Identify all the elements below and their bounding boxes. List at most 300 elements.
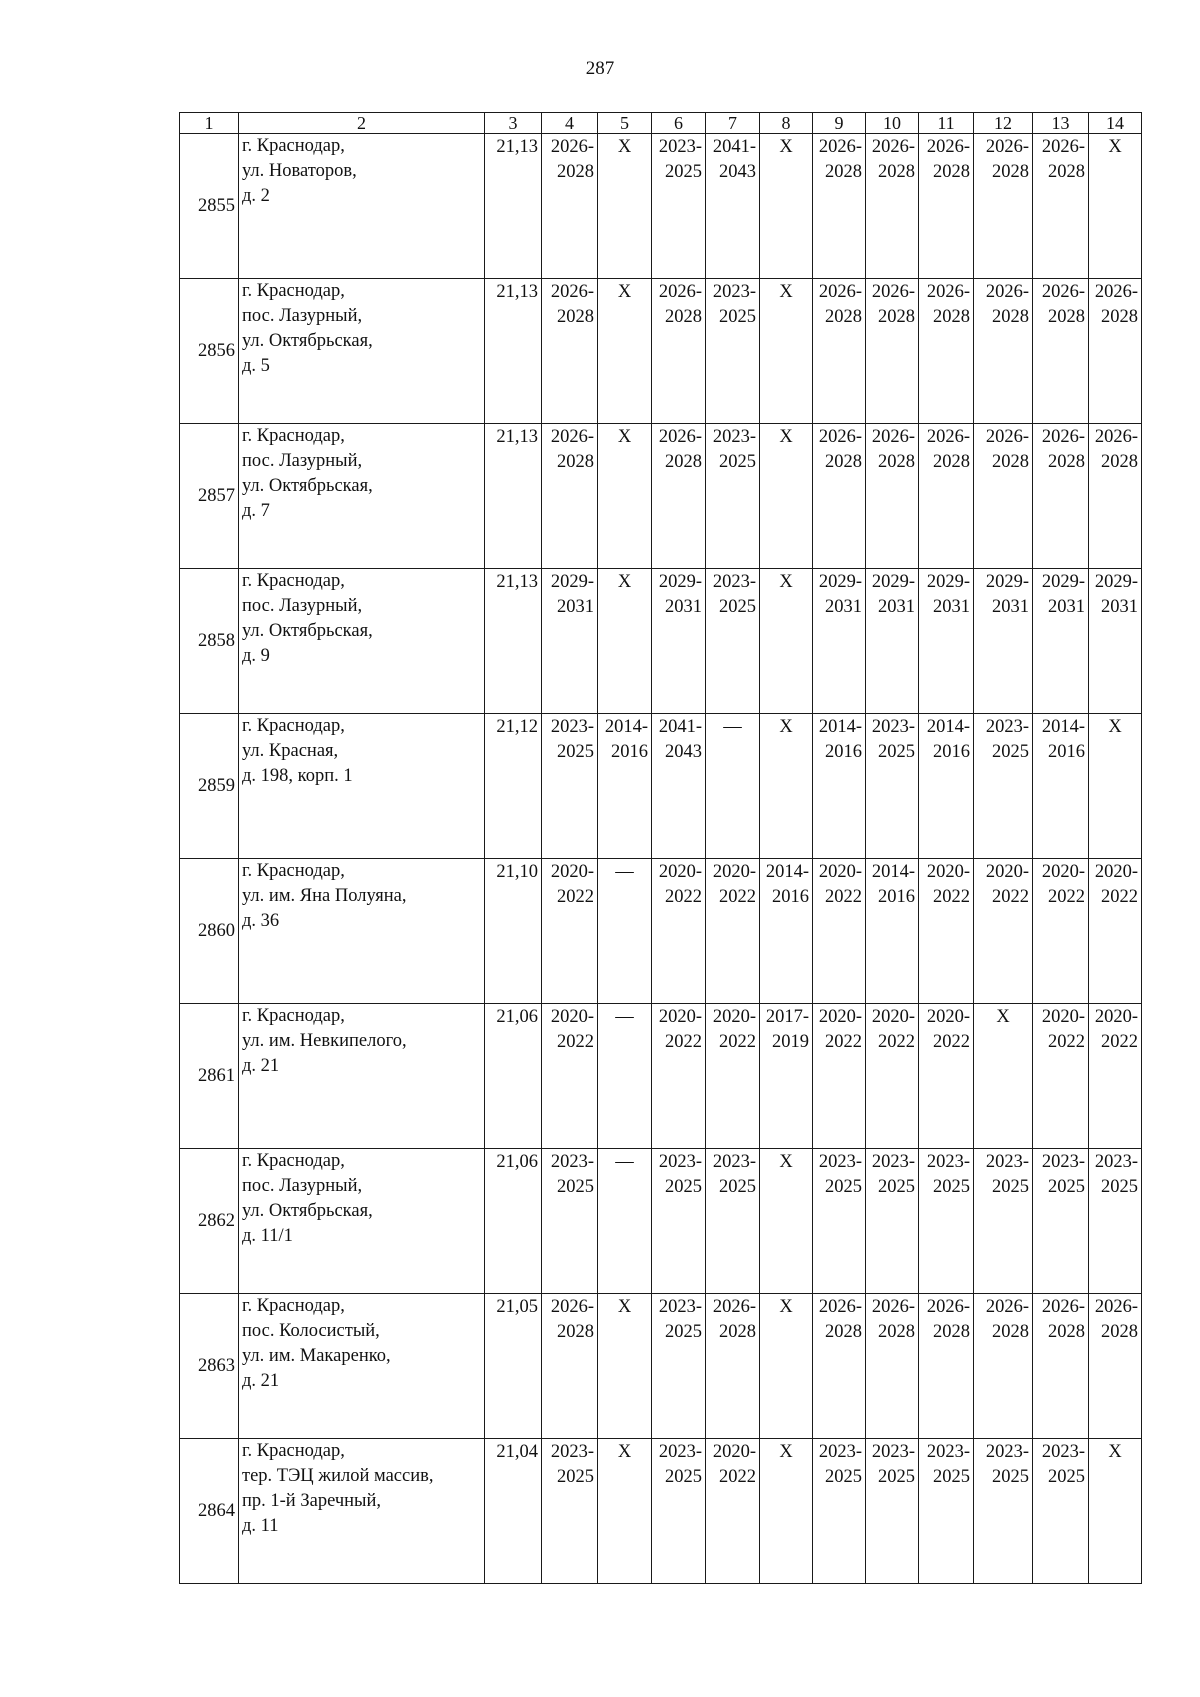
period-line: 2023- [871, 1442, 915, 1462]
value-cell: 21,13 [485, 134, 542, 279]
period-line: 2020- [871, 1007, 915, 1027]
address-line: д. 11/1 [242, 1226, 293, 1246]
period-line: 2028 [878, 307, 915, 327]
period-line: 2016 [611, 742, 648, 762]
period-line: 2014- [604, 717, 648, 737]
value-cell: 21,06 [485, 1149, 542, 1294]
row-number: 2861 [180, 1004, 239, 1149]
period-line: Х [617, 282, 632, 302]
period-line: 2023- [712, 1152, 756, 1172]
address-line: тер. ТЭЦ жилой массив, [242, 1466, 434, 1486]
value-cell: 21,13 [485, 279, 542, 424]
period-line: 2025 [557, 742, 594, 762]
period-line: 2025 [825, 1177, 862, 1197]
period-line: 2023- [871, 1152, 915, 1172]
period-line: 2026- [1094, 427, 1138, 447]
period-line: 2014- [926, 717, 970, 737]
period-line: 2025 [557, 1177, 594, 1197]
period-cell [1089, 569, 1142, 714]
period-line: Х [779, 572, 793, 592]
period-line: 2026- [871, 282, 915, 302]
address-line: г. Краснодар, [242, 861, 345, 881]
period-line: 2025 [992, 1177, 1029, 1197]
address-line: ул. им. Невкипелого, [242, 1031, 407, 1051]
period-cell [598, 859, 652, 1004]
period-line: Х [779, 427, 793, 447]
period-cell [974, 279, 1033, 424]
period-line: 2026- [926, 282, 970, 302]
period-line: 2028 [825, 1322, 862, 1342]
period-cell [813, 1004, 866, 1149]
period-cell [598, 569, 652, 714]
row-number: 2856 [180, 279, 239, 424]
period-line: 2026- [658, 282, 702, 302]
period-line: 2028 [1048, 1322, 1085, 1342]
period-line: 2025 [719, 1177, 756, 1197]
period-line: 2026- [550, 137, 594, 157]
period-cell [866, 1439, 919, 1584]
period-line: 2041- [658, 717, 702, 737]
period-line: 2026- [1041, 282, 1085, 302]
table-row [180, 424, 1142, 569]
row-number: 2858 [180, 569, 239, 714]
address-cell [239, 569, 485, 714]
address-line: ул. Октябрьская, [242, 331, 373, 351]
period-cell [1089, 134, 1142, 279]
period-cell [652, 1004, 706, 1149]
period-cell [652, 1149, 706, 1294]
period-cell [1089, 1149, 1142, 1294]
period-cell [919, 1294, 974, 1439]
address-cell [239, 1004, 485, 1149]
period-line: 2031 [825, 597, 862, 617]
period-line: 2022 [1101, 887, 1138, 907]
value-cell: 21,12 [485, 714, 542, 859]
period-line: 2028 [992, 307, 1029, 327]
period-line: 2023- [818, 1442, 862, 1462]
column-header: 8 [760, 113, 813, 134]
period-line: 2020- [658, 862, 702, 882]
period-line: Х [1108, 1442, 1122, 1462]
period-line: 2025 [1048, 1467, 1085, 1487]
period-cell [760, 134, 813, 279]
period-line: 2026- [818, 1297, 862, 1317]
period-cell [706, 134, 760, 279]
address-line: д. 11 [242, 1516, 279, 1536]
period-line: 2026- [1041, 1297, 1085, 1317]
period-line: 2029- [818, 572, 862, 592]
row-number: 2859 [180, 714, 239, 859]
period-line: 2026- [871, 137, 915, 157]
period-cell [760, 714, 813, 859]
period-line: Х [779, 1152, 793, 1172]
period-cell [598, 1439, 652, 1584]
period-cell [866, 859, 919, 1004]
period-line: 2022 [1048, 887, 1085, 907]
period-line: 2029- [926, 572, 970, 592]
period-line: 2028 [878, 452, 915, 472]
period-line: 2022 [933, 887, 970, 907]
period-line: 2026- [871, 427, 915, 447]
address-line: г. Краснодар, [242, 1006, 345, 1026]
period-cell [974, 1294, 1033, 1439]
header-row [180, 113, 1142, 134]
table-row [180, 1004, 1142, 1149]
period-line: 2031 [878, 597, 915, 617]
address-line: д. 36 [242, 911, 280, 931]
period-line: 2026- [985, 1297, 1029, 1317]
address-line: ул. Октябрьская, [242, 621, 373, 641]
period-line: Х [617, 572, 632, 592]
value-cell: 21,13 [485, 424, 542, 569]
period-cell [706, 1149, 760, 1294]
table-row [180, 134, 1142, 279]
address-line: д. 198, корп. 1 [242, 766, 353, 786]
period-cell [1033, 714, 1089, 859]
period-cell [542, 1294, 598, 1439]
period-line: 2028 [825, 307, 862, 327]
period-line: 2017- [765, 1007, 809, 1027]
period-line: 2023- [985, 1152, 1029, 1172]
address-cell [239, 859, 485, 1004]
period-cell [919, 1149, 974, 1294]
period-cell [866, 1294, 919, 1439]
address-line: д. 21 [242, 1056, 280, 1076]
period-line: 2025 [933, 1467, 970, 1487]
period-line: 2016 [772, 887, 809, 907]
period-line: 2029- [1041, 572, 1085, 592]
period-cell [542, 279, 598, 424]
period-cell [919, 424, 974, 569]
address-line: пос. Лазурный, [242, 596, 363, 616]
period-line: 2023- [1041, 1442, 1085, 1462]
row-number: 2855 [180, 134, 239, 279]
period-cell [1033, 279, 1089, 424]
period-line: 2023- [658, 1152, 702, 1172]
period-line: 2022 [825, 887, 862, 907]
period-line: Х [617, 1442, 632, 1462]
period-line: 2025 [665, 162, 702, 182]
period-line: 2023- [550, 1152, 594, 1172]
period-line: 2023- [658, 137, 702, 157]
period-line: 2020- [1041, 1007, 1085, 1027]
period-line: 2031 [1101, 597, 1138, 617]
period-line: 2026- [926, 137, 970, 157]
period-line: 2025 [719, 452, 756, 472]
period-line: 2022 [878, 1032, 915, 1052]
period-cell [866, 134, 919, 279]
period-line: 2022 [557, 887, 594, 907]
period-line: 2029- [658, 572, 702, 592]
period-line: 2020- [1094, 862, 1138, 882]
period-line: 2020- [712, 1007, 756, 1027]
period-line: 2023- [1041, 1152, 1085, 1172]
period-cell [598, 134, 652, 279]
column-header: 7 [706, 113, 760, 134]
period-line: 2028 [1101, 1322, 1138, 1342]
address-line: пос. Лазурный, [242, 306, 363, 326]
address-line: д. 9 [242, 646, 270, 666]
period-line: 2028 [557, 162, 594, 182]
period-line: 2022 [933, 1032, 970, 1052]
period-cell [974, 1004, 1033, 1149]
column-header: 1 [180, 113, 239, 134]
period-cell [760, 1294, 813, 1439]
period-cell [974, 1439, 1033, 1584]
period-line: 2028 [557, 452, 594, 472]
period-cell [598, 1004, 652, 1149]
period-line: 2016 [1048, 742, 1085, 762]
period-line: 2028 [992, 162, 1029, 182]
period-line: 2031 [1048, 597, 1085, 617]
address-line: г. Краснодар, [242, 1441, 345, 1461]
period-line: 2020- [818, 862, 862, 882]
period-line: 2020- [712, 1442, 756, 1462]
period-line: 2025 [933, 1177, 970, 1197]
period-cell [1089, 859, 1142, 1004]
period-line: 2041- [712, 137, 756, 157]
period-line: 2026- [871, 1297, 915, 1317]
address-line: д. 5 [242, 356, 270, 376]
period-cell [974, 569, 1033, 714]
address-line: д. 21 [242, 1371, 280, 1391]
period-cell [706, 569, 760, 714]
period-cell [706, 279, 760, 424]
period-line: 2020- [712, 862, 756, 882]
row-number: 2857 [180, 424, 239, 569]
period-line: 2022 [719, 887, 756, 907]
period-line: Х [779, 1442, 793, 1462]
period-line: 2019 [772, 1032, 809, 1052]
address-line: д. 7 [242, 501, 270, 521]
period-line: Х [1108, 137, 1122, 157]
address-line: ул. Новаторов, [242, 161, 357, 181]
period-line: 2014- [871, 862, 915, 882]
address-line: ул. им. Яна Полуяна, [242, 886, 407, 906]
table-row [180, 569, 1142, 714]
period-cell [542, 1004, 598, 1149]
period-cell [760, 424, 813, 569]
table-row [180, 1294, 1142, 1439]
address-line: ул. Красная, [242, 741, 339, 761]
period-line: 2031 [557, 597, 594, 617]
period-cell [919, 714, 974, 859]
period-line: 2025 [992, 742, 1029, 762]
value-cell: 21,05 [485, 1294, 542, 1439]
period-line: 2025 [878, 742, 915, 762]
period-cell [813, 714, 866, 859]
period-cell [1033, 1004, 1089, 1149]
period-line: 2026- [818, 137, 862, 157]
column-header: 11 [919, 113, 974, 134]
period-line: 2028 [1048, 307, 1085, 327]
page-number: 287 [585, 58, 615, 79]
period-line: 2028 [933, 1322, 970, 1342]
period-cell [598, 1149, 652, 1294]
address-line: г. Краснодар, [242, 426, 345, 446]
value-cell: 21,04 [485, 1439, 542, 1584]
period-line: 2028 [719, 1322, 756, 1342]
period-cell [974, 1149, 1033, 1294]
address-line: г. Краснодар, [242, 136, 345, 156]
period-cell [760, 1149, 813, 1294]
period-line: Х [617, 427, 632, 447]
period-line: 2028 [933, 307, 970, 327]
address-line: г. Краснодар, [242, 281, 345, 301]
register-table [179, 112, 1142, 1584]
table-row [180, 714, 1142, 859]
period-cell [542, 714, 598, 859]
address-cell [239, 1149, 485, 1294]
period-line: 2028 [933, 162, 970, 182]
period-line: 2022 [665, 887, 702, 907]
period-line: 2028 [1101, 307, 1138, 327]
address-cell [239, 279, 485, 424]
period-line: Х [779, 717, 793, 737]
period-line: 2025 [1048, 1177, 1085, 1197]
address-line: пос. Лазурный, [242, 1176, 363, 1196]
period-cell [813, 1439, 866, 1584]
period-line: 2026- [1041, 137, 1085, 157]
period-line: 2026- [926, 427, 970, 447]
period-cell [598, 1294, 652, 1439]
period-cell [866, 279, 919, 424]
period-cell [706, 1294, 760, 1439]
period-cell [974, 714, 1033, 859]
period-cell [1089, 424, 1142, 569]
address-line: ул. им. Макаренко, [242, 1346, 391, 1366]
address-line: г. Краснодар, [242, 571, 345, 591]
period-cell [919, 859, 974, 1004]
period-cell [760, 279, 813, 424]
period-cell [919, 1439, 974, 1584]
period-line: 2023- [871, 717, 915, 737]
period-line: 2022 [1101, 1032, 1138, 1052]
table-row [180, 1149, 1142, 1294]
period-line: 2026- [1041, 427, 1085, 447]
period-cell [866, 714, 919, 859]
period-line: Х [617, 1297, 632, 1317]
period-line: 2014- [1041, 717, 1085, 737]
period-line: 2023- [985, 717, 1029, 737]
address-cell [239, 1439, 485, 1584]
period-cell [919, 569, 974, 714]
period-line: 2020- [1094, 1007, 1138, 1027]
period-line: Х [617, 137, 632, 157]
period-line: 2026- [926, 1297, 970, 1317]
period-line: 2031 [933, 597, 970, 617]
period-line: 2023- [658, 1442, 702, 1462]
period-line: 2016 [878, 887, 915, 907]
address-cell [239, 134, 485, 279]
column-header: 3 [485, 113, 542, 134]
period-cell [706, 859, 760, 1004]
period-line: Х [1108, 717, 1122, 737]
period-line: 2026- [550, 1297, 594, 1317]
period-line: 2028 [665, 452, 702, 472]
period-cell [813, 1294, 866, 1439]
period-cell [919, 279, 974, 424]
period-line: 2022 [719, 1032, 756, 1052]
period-line: 2029- [871, 572, 915, 592]
address-line: г. Краснодар, [242, 716, 345, 736]
period-line: 2023- [1094, 1152, 1138, 1172]
period-line: 2043 [719, 162, 756, 182]
period-line: 2025 [719, 307, 756, 327]
period-line: 2031 [992, 597, 1029, 617]
period-cell [542, 134, 598, 279]
address-line: пос. Лазурный, [242, 451, 363, 471]
period-line: 2023- [712, 572, 756, 592]
period-cell [813, 279, 866, 424]
row-number: 2862 [180, 1149, 239, 1294]
period-line: — [615, 1152, 634, 1172]
address-cell [239, 1294, 485, 1439]
period-cell [598, 714, 652, 859]
period-line: 2020- [550, 862, 594, 882]
period-cell [1089, 279, 1142, 424]
address-line: пос. Колосистый, [242, 1321, 380, 1341]
period-line: 2020- [926, 862, 970, 882]
period-cell [866, 1149, 919, 1294]
address-line: ул. Октябрьская, [242, 476, 373, 496]
period-cell [1089, 1439, 1142, 1584]
period-line: Х [996, 1007, 1010, 1027]
period-cell [866, 1004, 919, 1149]
period-cell [974, 134, 1033, 279]
period-line: 2025 [719, 597, 756, 617]
period-cell [652, 279, 706, 424]
period-line: 2022 [825, 1032, 862, 1052]
period-line: 2023- [818, 1152, 862, 1172]
period-line: 2028 [825, 162, 862, 182]
period-cell [542, 859, 598, 1004]
period-line: 2028 [878, 162, 915, 182]
period-line: 2029- [550, 572, 594, 592]
period-line: 2029- [1094, 572, 1138, 592]
period-line: 2020- [658, 1007, 702, 1027]
period-cell [542, 1439, 598, 1584]
period-line: 2025 [665, 1467, 702, 1487]
period-cell [1089, 714, 1142, 859]
row-number: 2860 [180, 859, 239, 1004]
period-line: 2031 [665, 597, 702, 617]
period-cell [542, 569, 598, 714]
period-line: 2023- [658, 1297, 702, 1317]
period-line: 2026- [712, 1297, 756, 1317]
period-cell [598, 279, 652, 424]
period-line: 2026- [550, 427, 594, 447]
period-line: 2022 [1048, 1032, 1085, 1052]
period-cell [1033, 859, 1089, 1004]
period-cell [652, 714, 706, 859]
period-cell [1033, 1294, 1089, 1439]
period-cell [1033, 569, 1089, 714]
period-cell [652, 569, 706, 714]
period-cell [706, 1439, 760, 1584]
period-line: — [723, 717, 742, 737]
period-line: 2014- [818, 717, 862, 737]
column-header: 14 [1089, 113, 1142, 134]
period-cell [974, 859, 1033, 1004]
period-line: 2022 [557, 1032, 594, 1052]
period-line: 2025 [992, 1467, 1029, 1487]
period-line: 2026- [985, 137, 1029, 157]
period-line: 2023- [926, 1152, 970, 1172]
column-header: 10 [866, 113, 919, 134]
table-row [180, 859, 1142, 1004]
address-line: пр. 1-й Заречный, [242, 1491, 381, 1511]
